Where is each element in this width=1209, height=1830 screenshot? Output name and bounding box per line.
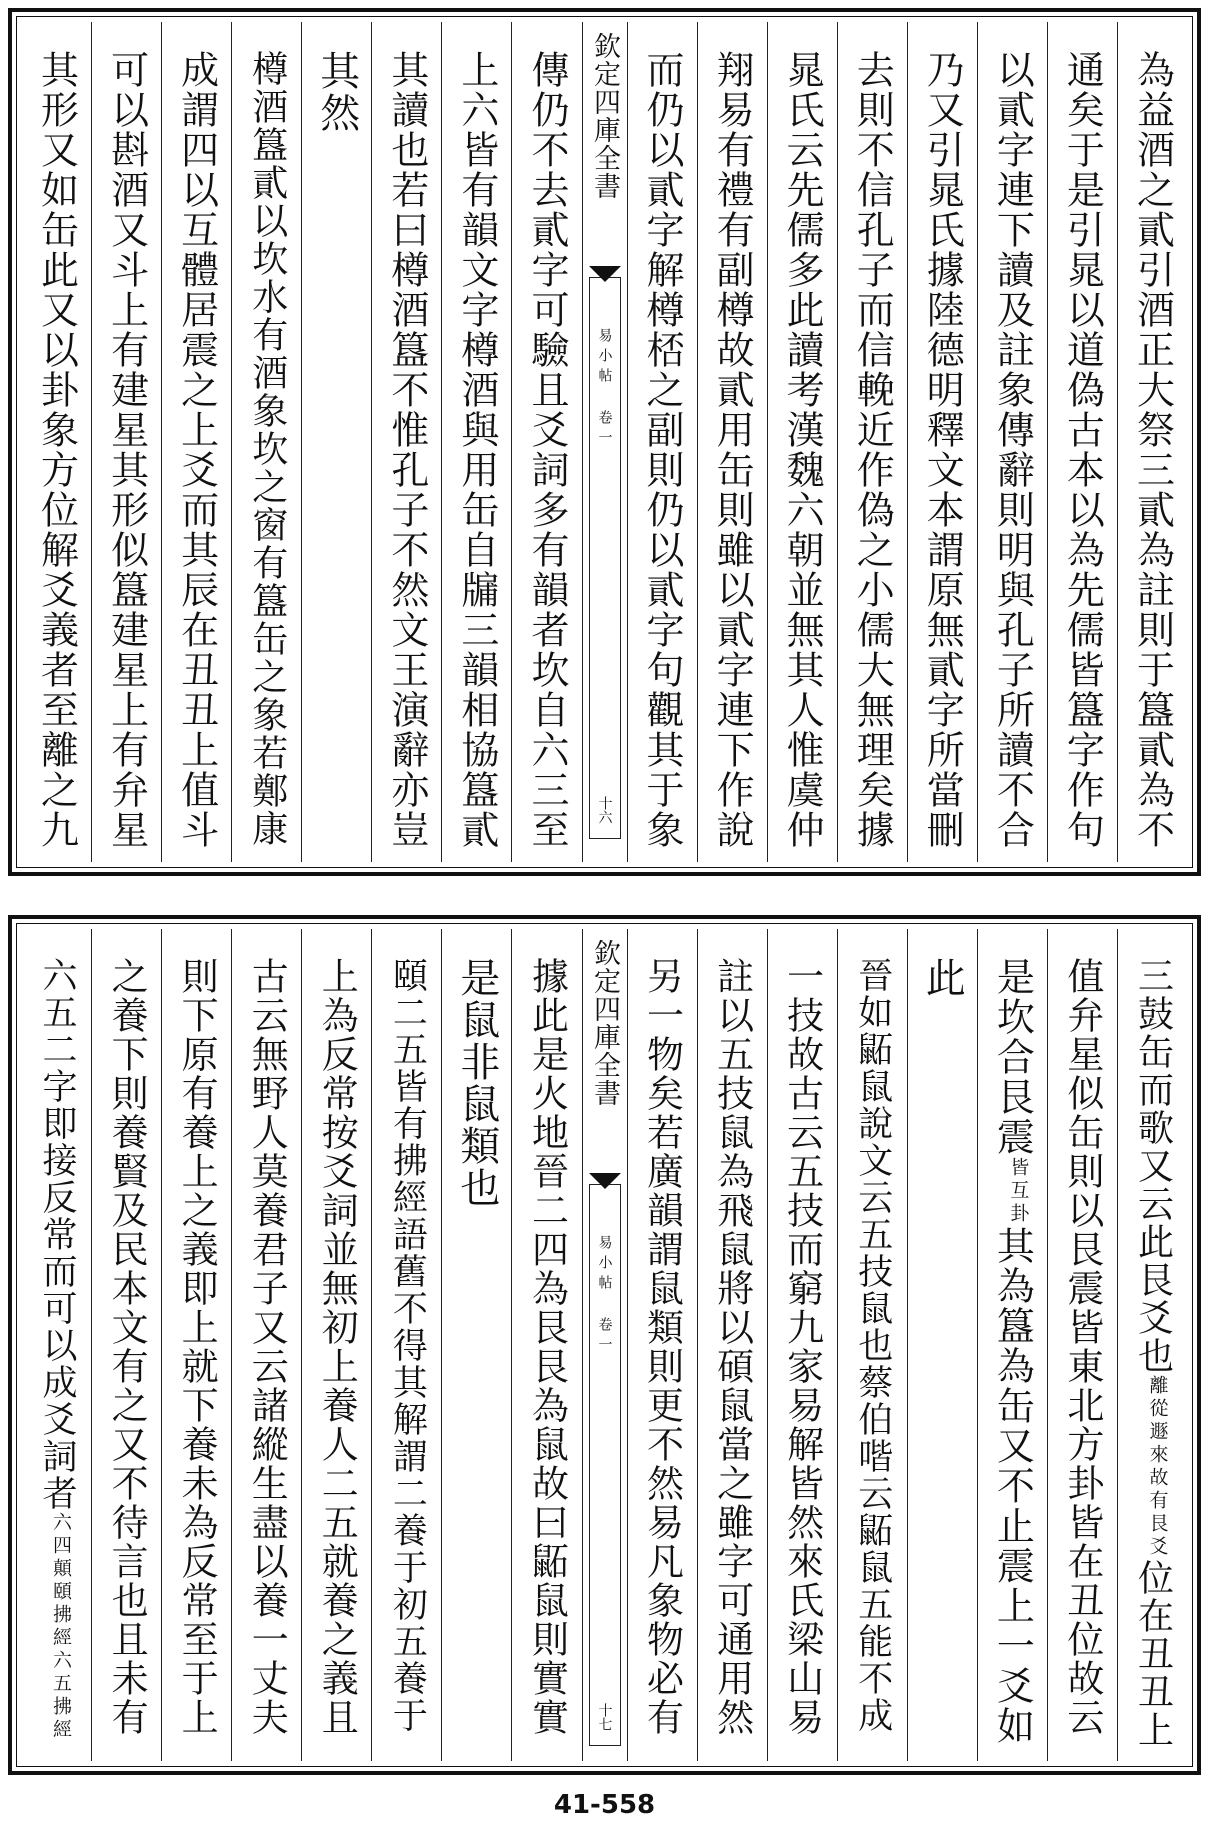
column-text: 以貳字連下讀及註象傳辭則明與孔子所讀不合	[990, 50, 1035, 850]
column-text	[1132, 957, 1174, 1749]
text-column	[907, 22, 977, 862]
column-text: 通矣于是引晁以道偽古本以為先儒皆簋字作句	[1060, 50, 1105, 850]
text-column	[301, 929, 371, 1761]
main-text-continued: 其為簋為缶又不止震上一爻如	[990, 1226, 1035, 1746]
main-text: 據此是火地晉二四為艮艮為鼠故曰鼫鼠則實實	[525, 957, 569, 1737]
text-column	[977, 22, 1047, 862]
main-text: 此	[919, 957, 966, 999]
text-column	[91, 929, 161, 1761]
text-column	[1117, 22, 1187, 862]
text-column	[441, 929, 511, 1761]
column-text	[919, 957, 966, 999]
interlinear-note: 六四顛頤拂經六五拂經	[50, 1512, 73, 1742]
upper-page-columns	[22, 22, 1187, 862]
column-text	[175, 957, 219, 1737]
column-text	[1060, 957, 1104, 1737]
column-text	[990, 957, 1035, 1746]
column-text: 其然	[313, 50, 360, 134]
column-text: 乃又引晁氏據陸德明釋文本謂原無貳字所當刪	[920, 50, 965, 850]
column-text	[640, 957, 684, 1737]
column-text: 上六皆有韻文字樽酒與用缶自牖三韻相協簋貳	[454, 50, 499, 850]
text-column	[371, 22, 441, 862]
spine-book-title: 易小帖 卷一	[596, 1235, 613, 1357]
main-text: 之養下則養賢及民本文有之又不待言也且未有	[105, 957, 149, 1737]
column-text: 而仍以貳字解樽桮之副則仍以貳字句觀其于象	[640, 50, 685, 850]
center-spine	[582, 22, 627, 862]
text-column	[837, 929, 907, 1761]
text-column	[1117, 929, 1187, 1761]
main-text-continued: 位在丑丑上	[1132, 1559, 1174, 1749]
main-text: 是坎合艮震	[990, 957, 1035, 1157]
column-text	[387, 957, 428, 1734]
text-column	[161, 22, 231, 862]
text-column	[697, 22, 767, 862]
page-number-footer: 41-558	[553, 1790, 656, 1820]
spine-book-title: 易小帖 卷一	[596, 328, 613, 450]
text-column	[837, 22, 907, 862]
text-column	[511, 22, 581, 862]
column-text	[245, 957, 289, 1737]
column-text: 可以斟酒又斗上有建星其形似簋建星上有弁星	[104, 50, 149, 850]
text-column	[511, 929, 581, 1761]
spine-folio-number: 十六	[596, 796, 613, 824]
text-column	[1047, 929, 1117, 1761]
column-text: 去則不信孔子而信輓近作偽之小儒大無理矣據	[850, 50, 895, 850]
text-column	[231, 929, 301, 1761]
center-spine	[582, 929, 627, 1761]
column-text: 翔易有禮有副樽故貳用缶則雖以貳字連下作說	[710, 50, 755, 850]
text-column	[22, 22, 91, 862]
column-text: 樽酒簋貳以坎水有酒象坎之窗有簋缶之象若鄭康	[246, 50, 288, 848]
fishtail-mark-icon	[589, 266, 621, 282]
column-text	[37, 957, 78, 1742]
column-text: 其讀也若曰樽酒簋不惟孔子不然文王演辭亦豈	[384, 50, 429, 850]
text-column	[441, 22, 511, 862]
main-text: 上為反常按爻詞並無初上養人二五就養之義且	[315, 957, 359, 1737]
text-column	[697, 929, 767, 1761]
spine-box	[589, 277, 621, 839]
column-text: 晁氏云先儒多此讀考漢魏六朝並無其人惟虞仲	[780, 50, 825, 850]
main-text: 古云無野人莫養君子又云諸縱生盡以養一丈夫	[245, 957, 289, 1737]
text-column	[977, 929, 1047, 1761]
interlinear-note: 離從遯來故有艮爻	[1146, 1375, 1169, 1559]
text-column	[907, 929, 977, 1761]
main-text: 六五二字即接反常而可以成爻詞者	[37, 957, 78, 1512]
text-column	[91, 22, 161, 862]
upper-page	[8, 8, 1201, 876]
main-text: 是鼠非鼠類也	[453, 957, 500, 1209]
column-text: 其形又如缶此又以卦象方位解爻義者至離之九	[34, 50, 79, 850]
column-text	[525, 957, 569, 1737]
column-text	[780, 957, 824, 1737]
column-text	[105, 957, 149, 1737]
text-column	[767, 22, 837, 862]
main-text: 註以五技鼠為飛鼠將以碩鼠當之雖字可通用然	[710, 957, 754, 1737]
column-text	[315, 957, 359, 1737]
main-text: 一技故古云五技而窮九家易解皆然來氏梁山易	[780, 957, 824, 1737]
text-column	[161, 929, 231, 1761]
spine-folio-number: 十七	[596, 1703, 613, 1731]
column-text: 成謂四以互體居震之上爻而其辰在丑丑上值斗	[174, 50, 219, 850]
text-column	[301, 22, 371, 862]
spine-box	[589, 1184, 621, 1746]
main-text: 晉如鼫鼠說文云五技鼠也蔡伯喈云鼫鼠五能不成	[852, 957, 893, 1734]
column-text	[453, 957, 500, 1209]
lower-page-columns	[22, 929, 1187, 1761]
text-column	[627, 929, 697, 1761]
main-text: 頤二五皆有拂經語舊不得其解謂二養于初五養于	[387, 957, 428, 1734]
text-column	[22, 929, 91, 1761]
interlinear-note: 皆互卦	[1007, 1157, 1030, 1226]
column-text: 傳仍不去貳字可驗且爻詞多有韻者坎自六三至	[524, 50, 569, 850]
spine-title: 欽定四庫全書	[589, 939, 620, 1107]
text-column	[1047, 22, 1117, 862]
text-column	[627, 22, 697, 862]
column-text	[852, 957, 893, 1734]
main-text: 另一物矣若廣韻謂鼠類則更不然易凡象物必有	[640, 957, 684, 1737]
fishtail-mark-icon	[589, 1173, 621, 1189]
column-text: 為益酒之貳引酒正大祭三貳為註則于簋貳為不	[1130, 50, 1175, 850]
main-text: 三鼓缶而歌又云此艮爻也	[1132, 957, 1174, 1375]
text-column	[371, 929, 441, 1761]
column-text	[710, 957, 754, 1737]
spine-title: 欽定四庫全書	[589, 32, 620, 200]
main-text: 值弁星似缶則以艮震皆東北方卦皆在丑位故云	[1060, 957, 1104, 1737]
lower-page	[8, 915, 1201, 1775]
text-column	[767, 929, 837, 1761]
main-text: 則下原有養上之義即上就下養未為反常至于上	[175, 957, 219, 1737]
text-column	[231, 22, 301, 862]
